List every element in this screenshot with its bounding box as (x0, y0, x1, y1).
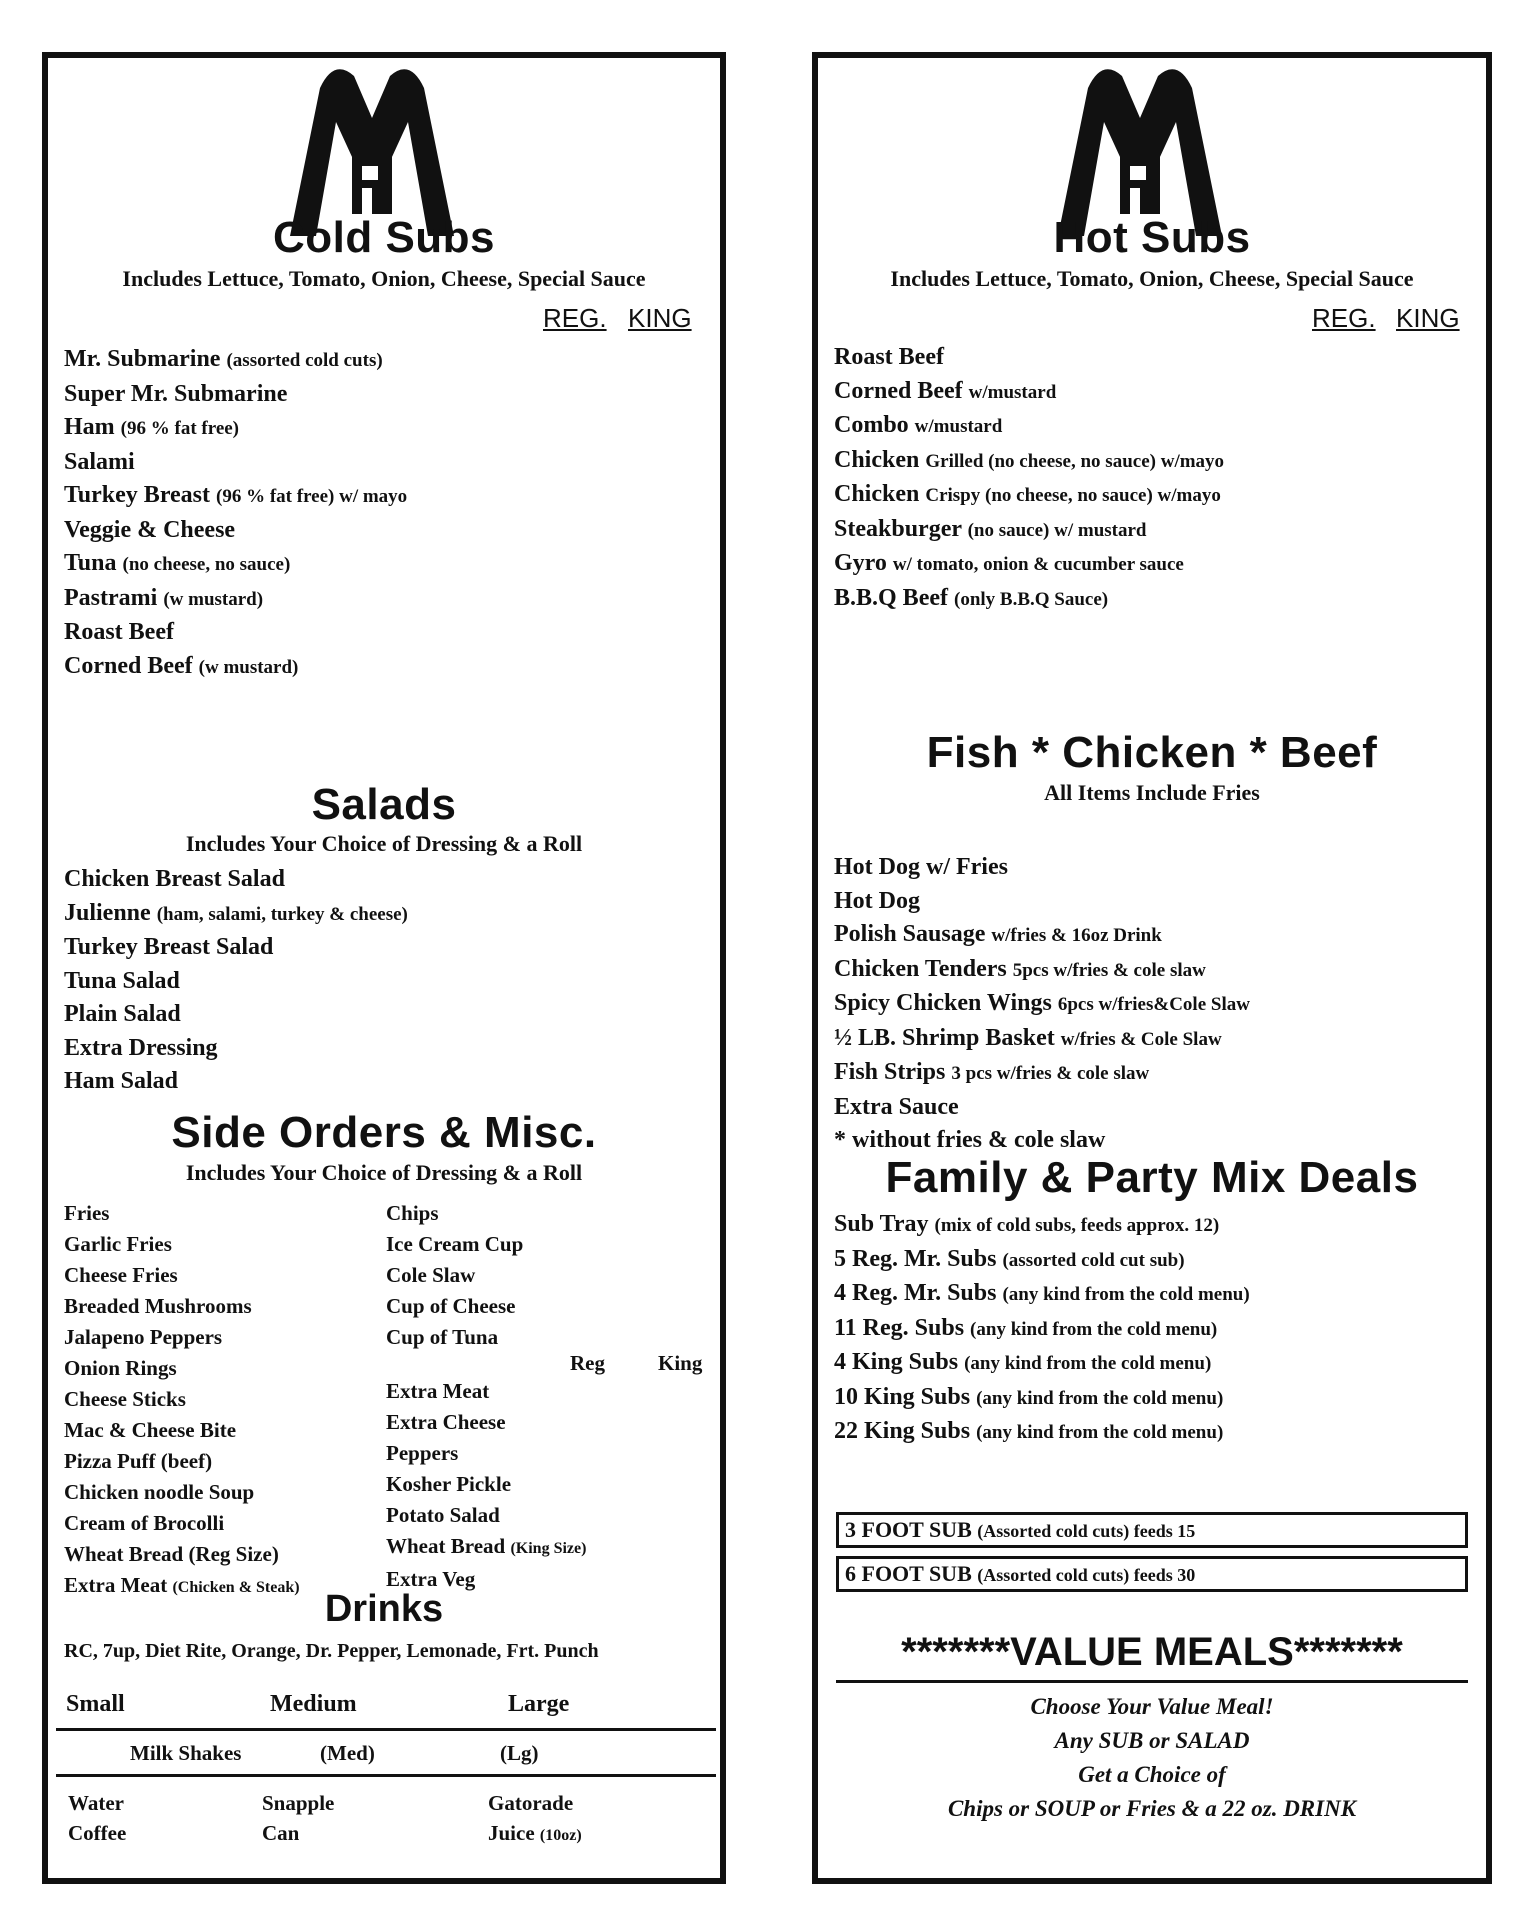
menu-item-name: Salami (64, 448, 135, 475)
menu-item (64, 1032, 408, 1066)
menu-item-note: w/fries & 16oz Drink (991, 925, 1162, 946)
menu-item-note: w/mustard (968, 381, 1057, 403)
cold-subs-title: Cold Subs (272, 213, 496, 262)
drinks-title: Drinks (324, 1588, 444, 1630)
menu-item (834, 1415, 1250, 1450)
menu-item-note: (no cheese, no sauce) (122, 554, 291, 575)
menu-item-name: 5 Reg. Mr. Subs (834, 1245, 997, 1272)
menu-item-name: Steakburger (834, 515, 962, 542)
menu-item (64, 1198, 300, 1229)
menu-item (64, 1353, 300, 1384)
menu-item (64, 863, 408, 897)
menu-item-note: w/mustard (914, 416, 1003, 437)
menu-item (834, 444, 1224, 479)
menu-item-name: Tuna (64, 550, 117, 576)
menu-item (64, 1291, 300, 1322)
side-orders-col-a (64, 1198, 300, 1603)
drinks-divider-1 (56, 1728, 716, 1731)
menu-item-name: Combo (834, 412, 909, 438)
menu-item-note: (Chicken & Steak) (172, 1579, 300, 1596)
menu-item (64, 1322, 300, 1353)
menu-item-name: Pizza Puff (beef) (64, 1449, 213, 1473)
salads-subtitle: Includes Your Choice of Dressing & a Roll (185, 831, 583, 856)
menu-item (834, 478, 1224, 513)
menu-item-name: B.B.Q Beef (834, 584, 948, 611)
menu-item-name: Onion Rings (64, 1356, 177, 1380)
menu-item-name: Hot Dog (834, 887, 920, 914)
menu-item (834, 1346, 1250, 1381)
side-orders-title: Side Orders & Misc. (171, 1108, 597, 1157)
menu-item-note: Grilled (no cheese, no sauce) w/mayo (925, 450, 1225, 472)
menu-item (834, 1208, 1250, 1243)
three-foot-sub-box: 3 FOOT SUB (Assorted cold cuts) feeds 15 (836, 1512, 1468, 1548)
menu-item-name: Wheat Bread (Reg Size) (64, 1542, 279, 1566)
drink-coffee: Coffee (68, 1821, 127, 1845)
menu-item-note: w/fries & Cole Slaw (1060, 1028, 1222, 1050)
menu-item (64, 1508, 300, 1539)
menu-item (64, 650, 407, 685)
menu-item-name: ½ LB. Shrimp Basket (834, 1024, 1055, 1051)
menu-item (386, 1376, 586, 1407)
menu-item-note: (assorted cold cut sub) (1002, 1249, 1185, 1271)
menu-item-note: (any kind from the cold menu) (976, 1387, 1224, 1409)
menu-item (64, 411, 407, 446)
reg-label: Reg (570, 1351, 605, 1375)
menu-item (834, 987, 1250, 1022)
menu-item-name: Super Mr. Submarine (64, 380, 288, 407)
menu-item-name: Chicken Tenders (834, 955, 1007, 982)
menu-item (64, 931, 408, 965)
menu-item (834, 1056, 1250, 1091)
menu-item-name: Julienne (64, 899, 151, 926)
menu-item (64, 616, 407, 650)
mr-submarine-logo (1050, 58, 1230, 238)
menu-item-name: Corned Beef (834, 377, 963, 404)
menu-item (386, 1438, 586, 1469)
menu-item-note: (96 % fat free) w/ mayo (216, 486, 408, 507)
menu-item-name: Mr. Submarine (64, 346, 221, 372)
menu-item-name: Chicken (834, 481, 920, 507)
menu-item-note: (w mustard) (163, 588, 264, 610)
menu-item-name: Peppers (386, 1441, 459, 1465)
menu-item (386, 1531, 586, 1564)
drink-large: Large (508, 1691, 570, 1717)
menu-item (64, 514, 407, 548)
menu-item (834, 513, 1224, 548)
family-list (834, 1208, 1250, 1450)
menu-item-name: Ham Salad (64, 1068, 179, 1094)
menu-item-name: Extra Meat (64, 1573, 168, 1597)
menu-item-name: Extra Meat (386, 1379, 490, 1403)
menu-item-name: Fries (64, 1201, 110, 1225)
menu-item-note: (96 % fat free) (120, 418, 240, 439)
menu-item-note: (ham, salami, turkey & cheese) (156, 903, 408, 925)
drink-juice: Juice (10oz) (488, 1821, 582, 1845)
menu-item-note: (any kind from the cold menu) (970, 1318, 1218, 1340)
cold-menu-panel (42, 52, 726, 1884)
hot-subs-list (834, 341, 1224, 616)
menu-item (64, 1539, 300, 1570)
menu-item-name: Ham (64, 414, 115, 440)
menu-item (64, 1384, 300, 1415)
menu-item (64, 1260, 300, 1291)
menu-item (64, 343, 407, 378)
menu-item-note: 3 pcs w/fries & cole slaw (951, 1063, 1150, 1084)
menu-item (834, 953, 1250, 988)
value-line-3: Get a Choice of (1078, 1762, 1226, 1787)
menu-item (64, 378, 407, 412)
menu-item (834, 409, 1224, 444)
milkshakes-label: Milk Shakes (130, 1741, 242, 1765)
family-title: Family & Party Mix Deals (885, 1153, 1419, 1202)
menu-item-name: Chicken (834, 446, 920, 473)
cold-subs-subtitle: Includes Lettuce, Tomato, Onion, Cheese, Special Sauce (122, 266, 646, 291)
menu-item-note: (mix of cold subs, feeds approx. 12) (934, 1215, 1220, 1236)
menu-item (834, 1243, 1250, 1278)
six-foot-sub-box: 6 FOOT SUB (Assorted cold cuts) feeds 30 (836, 1556, 1468, 1592)
menu-item (386, 1407, 586, 1438)
menu-item-name: Cheese Sticks (64, 1387, 186, 1411)
menu-item (64, 897, 408, 932)
menu-item-name: Corned Beef (64, 652, 193, 679)
side-orders-subtitle: Includes Your Choice of Dressing & a Roll (185, 1160, 583, 1185)
menu-item-name: Chicken Breast Salad (64, 866, 285, 892)
menu-item-name: Turkey Breast (64, 482, 211, 508)
menu-item (834, 1312, 1250, 1347)
menu-item-name: Cream of Brocolli (64, 1511, 225, 1535)
menu-item-note: (no sauce) w/ mustard (967, 519, 1147, 541)
menu-item-name: Extra Sauce (834, 1093, 959, 1120)
drink-medium: Medium (270, 1691, 357, 1717)
salads-list (64, 863, 408, 1099)
value-meals-divider (836, 1680, 1468, 1683)
menu-item (64, 446, 407, 480)
col-king-header: KING (1396, 303, 1460, 333)
drink-can: Can (262, 1821, 300, 1845)
menu-item-note: (assorted cold cuts) (226, 350, 383, 371)
menu-item-name: * without fries & cole slaw (834, 1127, 1106, 1153)
hot-menu-panel (812, 52, 1492, 1884)
menu-item-name: Chicken noodle Soup (64, 1480, 255, 1504)
menu-item-name: Cup of Tuna (386, 1325, 499, 1349)
menu-item (834, 885, 1250, 919)
milkshakes-med: (Med) (320, 1741, 375, 1765)
menu-item-note: (w mustard) (198, 656, 299, 678)
menu-item-name: Fish Strips (834, 1059, 946, 1085)
drink-snapple: Snapple (262, 1791, 335, 1815)
menu-item-name: Turkey Breast Salad (64, 934, 274, 960)
menu-item-name: Chips (386, 1201, 439, 1225)
hot-subs-subtitle: Includes Lettuce, Tomato, Onion, Cheese, Special Sauce (890, 266, 1414, 291)
menu-item-name: Roast Beef (64, 619, 174, 645)
drink-gatorade: Gatorade (488, 1791, 574, 1815)
menu-item-name: 4 Reg. Mr. Subs (834, 1280, 997, 1306)
menu-item (64, 1229, 300, 1260)
menu-item (834, 582, 1224, 617)
fcb-list (834, 851, 1250, 1158)
menu-item (64, 1477, 300, 1508)
menu-item-note: w/ tomato, onion & cucumber sauce (892, 554, 1184, 575)
drinks-divider-2 (56, 1774, 716, 1777)
menu-item (834, 1022, 1250, 1057)
menu-item (834, 1091, 1250, 1125)
menu-item-note: Crispy (no cheese, no sauce) w/mayo (925, 485, 1221, 506)
menu-item-name: Garlic Fries (64, 1232, 172, 1256)
menu-item (834, 1381, 1250, 1416)
menu-item-name: 4 King Subs (834, 1349, 959, 1375)
col-reg-header: REG. (1312, 303, 1376, 333)
hot-subs-title: Hot Subs (1053, 213, 1251, 262)
menu-item (64, 1415, 300, 1446)
menu-item-name: Extra Dressing (64, 1034, 218, 1061)
menu-item-name: Veggie & Cheese (64, 516, 236, 543)
menu-item (386, 1322, 523, 1353)
menu-item-note: 6pcs w/fries&Cole Slaw (1057, 994, 1250, 1015)
menu-item-name: Cheese Fries (64, 1263, 178, 1287)
menu-item (834, 918, 1250, 953)
milkshakes-lg: (Lg) (500, 1741, 539, 1765)
drink-flavors: RC, 7up, Diet Rite, Orange, Dr. Pepper, Lemonade, Frt. Punch (64, 1640, 599, 1662)
menu-item-name: Extra Cheese (386, 1410, 506, 1434)
menu-item-name: Spicy Chicken Wings (834, 990, 1052, 1016)
menu-item-note: (any kind from the cold menu) (964, 1353, 1212, 1374)
menu-item-note: 5pcs w/fries & cole slaw (1012, 959, 1206, 981)
menu-item-name: Tuna Salad (64, 967, 180, 994)
menu-item-name: Potato Salad (386, 1503, 500, 1527)
value-line-1: Choose Your Value Meal! (1030, 1694, 1274, 1719)
col-king-header: KING (628, 303, 692, 333)
cold-subs-list (64, 343, 407, 684)
value-line-2: Any SUB or SALAD (1054, 1728, 1250, 1753)
menu-item (386, 1198, 523, 1229)
menu-item-note: (King Size) (510, 1540, 587, 1557)
menu-item-name: 22 King Subs (834, 1418, 971, 1444)
fcb-subtitle: All Items Include Fries (1044, 780, 1260, 805)
menu-item-name: Hot Dog w/ Fries (834, 854, 1008, 880)
col-reg-header: REG. (543, 303, 607, 333)
mr-submarine-logo (282, 58, 462, 238)
menu-item-name: Cup of Cheese (386, 1294, 516, 1318)
drink-small: Small (66, 1691, 125, 1717)
drink-water: Water (68, 1791, 124, 1815)
menu-item (834, 375, 1224, 410)
menu-item-name: Roast Beef (834, 344, 944, 370)
menu-item (64, 998, 408, 1032)
menu-item-name: 11 Reg. Subs (834, 1314, 965, 1341)
side-orders-col-b-bottom (386, 1376, 586, 1595)
menu-item-note: (any kind from the cold menu) (976, 1422, 1224, 1443)
menu-item (834, 1277, 1250, 1312)
menu-item (386, 1260, 523, 1291)
menu-item-name: Gyro (834, 550, 887, 576)
menu-item-name: Ice Cream Cup (386, 1232, 524, 1256)
menu-item (64, 1446, 300, 1477)
king-label: King (658, 1351, 703, 1375)
menu-item-name: Extra Veg (386, 1567, 476, 1591)
menu-item-name: 10 King Subs (834, 1383, 971, 1410)
menu-item-name: Wheat Bread (386, 1534, 506, 1558)
menu-item-name: Polish Sausage (834, 921, 986, 947)
value-meals-title: *******VALUE MEALS******* (901, 1630, 1403, 1674)
menu-item (64, 479, 407, 514)
menu-item (64, 1065, 408, 1099)
value-line-4: Chips or SOUP or Fries & a 22 oz. DRINK (947, 1796, 1357, 1821)
menu-item-name: Breaded Mushrooms (64, 1294, 252, 1318)
menu-item (834, 341, 1224, 375)
menu-item (386, 1229, 523, 1260)
menu-item-name: Mac & Cheese Bite (64, 1418, 237, 1442)
menu-item (834, 547, 1224, 582)
menu-item-note: (only B.B.Q Sauce) (954, 588, 1109, 610)
menu-item (386, 1500, 586, 1531)
menu-item (834, 851, 1250, 885)
menu-item (64, 582, 407, 617)
menu-item (64, 965, 408, 999)
menu-item-name: Pastrami (64, 584, 158, 611)
menu-item-name: Plain Salad (64, 1001, 181, 1027)
menu-item (386, 1469, 586, 1500)
menu-item (386, 1291, 523, 1322)
menu-item-name: Kosher Pickle (386, 1472, 512, 1496)
fcb-title: Fish * Chicken * Beef (926, 728, 1378, 777)
menu-item (64, 547, 407, 582)
menu-item-name: Cole Slaw (386, 1263, 476, 1287)
salads-title: Salads (311, 780, 457, 829)
menu-item-name: Jalapeno Peppers (64, 1325, 223, 1349)
menu-item-note: (any kind from the cold menu) (1002, 1284, 1250, 1305)
side-orders-col-b-top (386, 1198, 523, 1353)
menu-item-name: Sub Tray (834, 1211, 929, 1237)
